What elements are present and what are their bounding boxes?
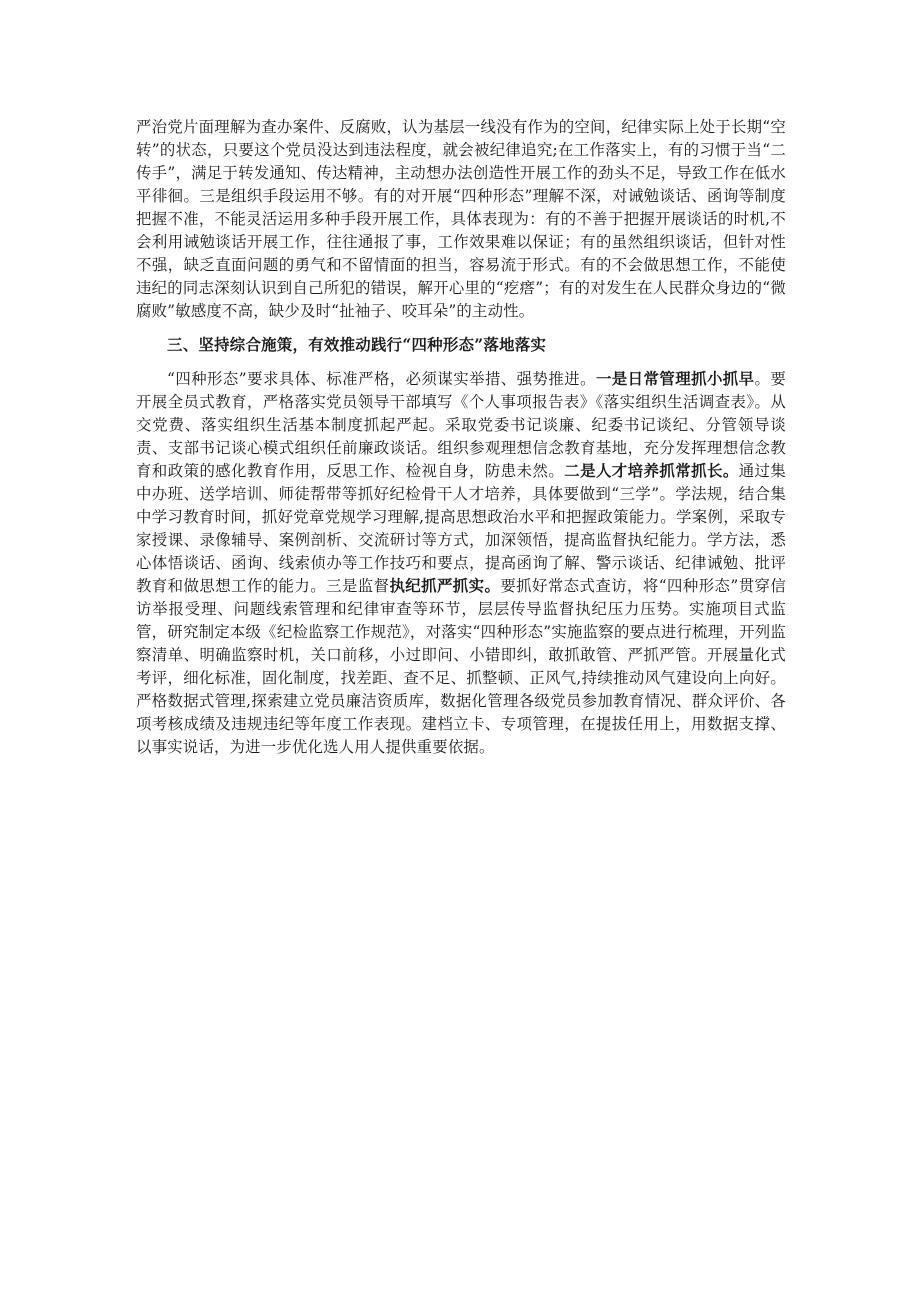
document-page	[136, 116, 786, 759]
point2-text: 通过集中办班、送学培训、师徒帮带等抓好纪检骨干人才培养，具体要做到“三学”。学法规，结合集中学习教育时间，抓好党章党规学习理解,提高思想政治水平和把握政策能力。学案例，采取专家授课、录像辅导、案例剖析、交流研讨等方式，加深领悟，提高监督执纪能力。学方法，悉心体悟谈话、函询、线索侦办等工作技巧和要点，提高函询了解、警示谈话、纪律诫勉、批评教育和做思想工作的能力。	[136, 462, 786, 595]
section-heading: 三、坚持综合施策，有效推动践行“四种形态”落地落实	[167, 336, 547, 354]
point1-title: 一是日常管理抓小抓早	[595, 370, 755, 388]
point3-title: 执纪抓严抓实。	[389, 577, 501, 595]
point1-text: 。要开展全员式教育，严格落实党员领导干部填写《个人事项报告表》《落实组织生活调查表》。从交党费、落实组织生活基本制度抓起严起。采取党委书记谈廉、纪委书记谈纪、分管领导谈责、支部书记谈心模式组织任前廉政谈话。组织参观理想信念教育基地，充分发挥理想信念教育和政策的感化教育作用，反思工作、检视自身，防患未然。	[136, 370, 786, 480]
paragraph-continuation: 严治党片面理解为查办案件、反腐败，认为基层一线没有作为的空间，纪律实际上处于长期“空转”的状态，只要这个党员没达到违法程度，就会被纪律追究;在工作落实上，有的习惯于当“二传手”，满足于转发通知、传达精神，主动想办法创造性开展工作的劲头不足，导致工作在低水平徘徊。三是组织手段运用不够。有的对开展“四种形态”理解不深，对诫勉谈话、函询等制度把握不准，不能灵活运用多种手段开展工作，具体表现为：有的不善于把握开展谈话的时机,不会利用诫勉谈话开展工作，往往通报了事，工作效果难以保证；有的虽然组织谈话，但针对性不强，缺乏直面问题的勇气和不留情面的担当，容易流于形式。有的不会做思想工作，不能使违纪的同志深刻认识到自己所犯的错误，解开心里的“疙瘩”；有的对发生在人民群众身边的“微腐败”敏感度不高，缺少及时“扯袖子、咬耳朵”的主动性。	[136, 118, 786, 320]
body-paragraph	[136, 368, 786, 759]
point2-title: 二是人才培养抓常抓长。	[564, 462, 739, 480]
point3-prefix: 三是监督	[326, 577, 390, 595]
point3-text: 要抓好常态式查访，将“四种形态”贯穿信访举报受理、问题线索管理和纪律审查等环节，层层传导监督执纪压力压势。实施项目式监管，研究制定本级《纪检监察工作规范》，对落实“四种形态”实施监察的要点进行梳理，开列监察清单、明确监察时机，关口前移，小过即问、小错即纠，敢抓敢管、严抓严管。开展量化式考评，细化标准，固化制度，找差距、查不足、抓整顿、正风气,持续推动风气建设向上向好。严格数据式管理,探索建立党员廉洁资质库，数据化管理各级党员参加教育情况、群众评价、各项考核成绩及违规违纪等年度工作表现。建档立卡、专项管理，在提拔任用上，用数据支撑、以事实说话，为进一步优化选人用人提供重要依据。	[136, 577, 786, 756]
body-intro: “四种形态”要求具体、标准严格，必须谋实举措、强势推进。	[167, 370, 596, 388]
